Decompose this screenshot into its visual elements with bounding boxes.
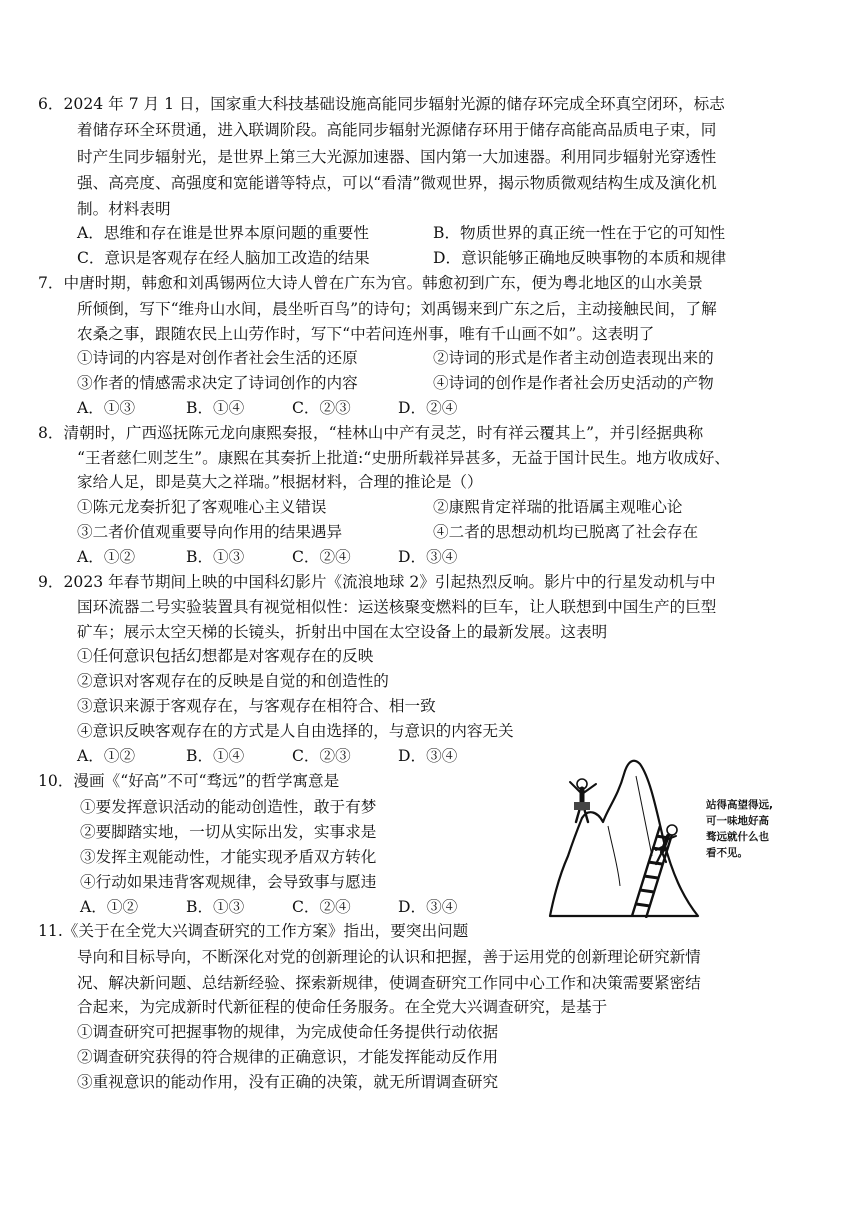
statement-1: ①调查研究可把握事物的规律，为完成使命任务提供行动依据 bbox=[77, 1023, 499, 1041]
statement-2: ②康熙肯定祥瑞的批语属主观唯心论 bbox=[433, 498, 683, 516]
question-6-line: 着储存环全环贯通，进入联调阶段。高能同步辐射光源储存环用于储存高能高品质电子束，同 bbox=[77, 121, 717, 139]
choice-d: D．③④ bbox=[398, 898, 458, 916]
statement-3: ③二者价值观重要导向作用的结果遇异 bbox=[77, 523, 343, 541]
question-6-line: 制。材料表明 bbox=[77, 200, 171, 218]
statement-4: ④诗词的创作是作者社会历史活动的产物 bbox=[433, 374, 714, 392]
statement-3: ③意识来源于客观存在，与客观存在相符合、相一致 bbox=[77, 697, 436, 715]
choice-c: C．②③ bbox=[292, 747, 351, 765]
statement-1: ①陈元龙奏折犯了客观唯心主义错误 bbox=[77, 498, 327, 516]
choice-a: A．①② bbox=[80, 898, 139, 916]
choice-c: C．②③ bbox=[292, 399, 351, 417]
choice-b: B．①④ bbox=[186, 747, 245, 765]
cartoon-caption: 可一味地好高 bbox=[706, 815, 769, 827]
statement-1: ①任何意识包括幻想都是对客观存在的反映 bbox=[77, 647, 374, 665]
statement-2: ②诗词的形式是作者主动创造表现出来的 bbox=[433, 349, 714, 367]
statement-2: ②调查研究获得的符合规律的正确意识，才能发挥能动反作用 bbox=[77, 1048, 499, 1066]
choice-d: D．③④ bbox=[398, 548, 458, 566]
question-6-line: 6．2024 年 7 月 1 日，国家重大科技基础设施高能同步辐射光源的储存环完成全环真空闭环，标志 bbox=[38, 95, 725, 113]
cartoon-caption: 站得高望得远, bbox=[706, 799, 773, 811]
choice-a: A．①② bbox=[77, 548, 136, 566]
option-d: D．意识能够正确地反映事物的本质和规律 bbox=[433, 249, 727, 267]
choice-a: A．①② bbox=[77, 747, 136, 765]
statement-3: ③作者的情感需求决定了诗词创作的内容 bbox=[77, 374, 358, 392]
question-10-title: 10．漫画《“好高”不可“骛远”的哲学寓意是 bbox=[38, 772, 340, 790]
question-11-line: 合起来，为完成新时代新征程的使命任务服务。在全党大兴调查研究，是基于 bbox=[77, 998, 608, 1016]
statement-4: ④意识反映客观存在的方式是人自由选择的，与意识的内容无关 bbox=[77, 722, 514, 740]
question-6-line: 强、高亮度、高强度和宽能谱等特点，可以“看清”微观世界，揭示物质微观结构生成及演化机 bbox=[77, 174, 717, 192]
question-8-line: “王者慈仁则芝生”。康熙在其奏折上批道:“史册所载祥异甚多，无益于国计民生。地方收成好、 bbox=[77, 449, 730, 467]
question-9-line: 矿车；展示太空天梯的长镜头，折射出中国在太空设备上的最新发展。这表明 bbox=[77, 623, 608, 641]
cartoon-caption: 看不见。 bbox=[706, 847, 748, 859]
statement-4: ④二者的思想动机均已脱离了社会存在 bbox=[433, 523, 699, 541]
choice-b: B．①③ bbox=[186, 898, 245, 916]
option-b: B．物质世界的真正统一性在于它的可知性 bbox=[433, 224, 726, 242]
question-11-line: 况、解决新问题、总结新经验、探索新规律，使调查研究工作同中心工作和决策需要紧密结 bbox=[77, 974, 701, 992]
choice-c: C．②④ bbox=[292, 548, 351, 566]
statement-1: ①要发挥意识活动的能动创造性，敢于有梦 bbox=[80, 798, 377, 816]
choice-a: A．①③ bbox=[77, 399, 136, 417]
question-8-line: 家给人足，即是莫大之祥瑞。”根据材料，合理的推论是（） bbox=[77, 473, 483, 491]
statement-2: ②要脚踏实地，一切从实际出发，实事求是 bbox=[80, 823, 377, 841]
question-9-line: 9．2023 年春节期间上映的中国科幻影片《流浪地球 2》引起热烈反响。影片中的行星发动机与中 bbox=[38, 573, 716, 591]
statement-1: ①诗词的内容是对创作者社会生活的还原 bbox=[77, 349, 358, 367]
question-8-line: 8．清朝时，广西巡抚陈元龙向康熙奏报，“桂林山中产有灵芝，时有祥云覆其上”，并引经据典称 bbox=[38, 424, 704, 442]
question-7-line: 7．中唐时期，韩愈和刘禹锡两位大诗人曾在广东为官。韩愈初到广东，便为粤北地区的山水美景 bbox=[38, 274, 703, 292]
choice-b: B．①③ bbox=[186, 548, 245, 566]
cartoon-caption: 骛远就什么也 bbox=[706, 831, 769, 843]
question-6-line: 时产生同步辐射光，是世界上第三大光源加速器、国内第一大加速器。利用同步辐射光穿透性 bbox=[77, 148, 717, 166]
choice-d: D．②④ bbox=[398, 399, 458, 417]
statement-3: ③重视意识的能动作用，没有正确的决策，就无所谓调查研究 bbox=[77, 1073, 499, 1091]
choice-d: D．③④ bbox=[398, 747, 458, 765]
choice-b: B．①④ bbox=[186, 399, 245, 417]
question-9-line: 国环流器二号实验装置具有视觉相似性：运送核聚变燃料的巨车，让人联想到中国生产的巨型 bbox=[77, 598, 717, 616]
question-11-line: 11.《关于在全党大兴调查研究的工作方案》指出，要突出问题 bbox=[38, 922, 469, 940]
choice-c: C．②④ bbox=[292, 898, 351, 916]
statement-4: ④行动如果违背客观规律，会导致事与愿违 bbox=[80, 873, 377, 891]
question-7-line: 所倾倒，写下“维舟山水间，晨坐听百鸟”的诗句；刘禹锡来到广东之后，主动接触民间，了解 bbox=[77, 300, 717, 318]
statement-2: ②意识对客观存在的反映是自觉的和创造性的 bbox=[77, 672, 389, 690]
question-7-line: 农桑之事，跟随农民上山劳作时，写下“中若问连州事，唯有千山画不如”。这表明了 bbox=[77, 325, 655, 343]
cartoon-illustration bbox=[548, 756, 794, 918]
question-11-line: 导向和目标导向，不断深化对党的创新理论的认识和把握，善于运用党的创新理论研究新情 bbox=[77, 948, 701, 966]
option-c: C．意识是客观存在经人脑加工改造的结果 bbox=[77, 249, 370, 267]
statement-3: ③发挥主观能动性，才能实现矛盾双方转化 bbox=[80, 848, 377, 866]
option-a: A．思维和存在谁是世界本原问题的重要性 bbox=[77, 224, 369, 242]
